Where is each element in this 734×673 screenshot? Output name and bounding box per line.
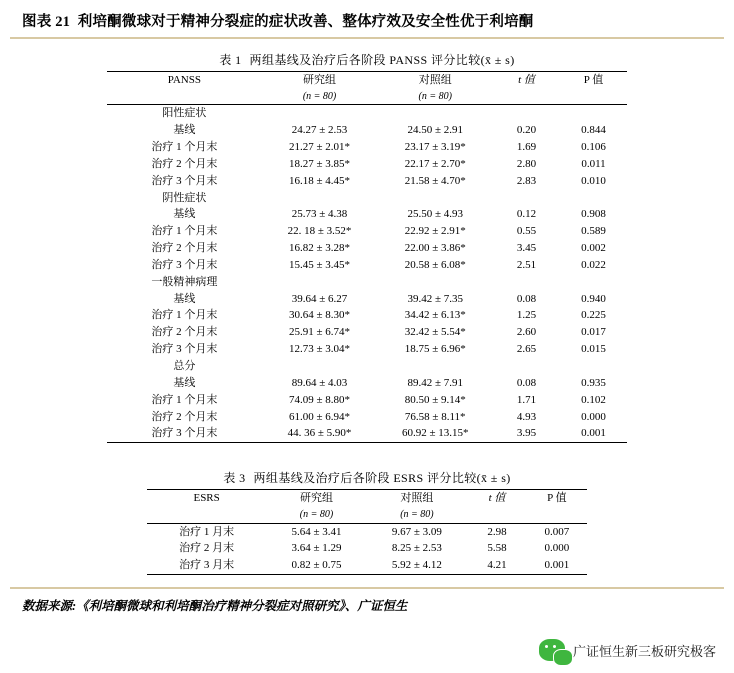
table-row: [107, 307, 627, 324]
row-value: 25.91 ± 6.74*: [289, 326, 351, 339]
table-row: [107, 341, 627, 358]
row-value: 0.08: [516, 292, 537, 305]
esrs-subheader-cell: (n = 80): [266, 507, 366, 523]
esrs-header-cell: 对照组: [367, 490, 467, 507]
panss-header-cell: 研究组: [262, 72, 378, 89]
row-value: 3.45: [516, 242, 537, 255]
row-value: 5.58: [487, 542, 507, 555]
row-value: 22.92 ± 2.91*: [404, 225, 466, 238]
table-row-group: [107, 358, 627, 375]
group-label: 阴性症状: [162, 191, 207, 204]
table-row: [147, 523, 587, 540]
table-row: [107, 156, 627, 173]
figure-label: 图表 21: [22, 14, 71, 30]
row-value: 0.001: [527, 557, 587, 574]
table-row: [107, 409, 627, 426]
row-value: 2.83: [516, 174, 537, 187]
esrs-subheader-cell: [147, 507, 266, 523]
row-label: 治疗 2 个月末: [151, 326, 218, 339]
group-label: 阳性症状: [162, 107, 207, 120]
row-value: 2.65: [516, 343, 537, 356]
row-value: 16.18 ± 4.45*: [289, 174, 351, 187]
row-value: 5.64 ± 3.41: [291, 525, 342, 538]
panss-table-body: [107, 72, 627, 443]
row-value: 4.93: [516, 410, 537, 423]
row-label: 治疗 1 个月末: [151, 393, 218, 406]
row-value: 0.55: [516, 225, 537, 238]
esrs-table-body: [147, 490, 587, 575]
row-value: 0.82 ± 0.75: [266, 557, 366, 574]
row-value: 9.67 ± 3.09: [391, 525, 442, 538]
row-value: 25.50 ± 4.93: [407, 208, 463, 221]
row-value: 0.12: [516, 208, 537, 221]
row-value: 0.225: [581, 309, 606, 322]
row-label: 治疗 2 个月末: [151, 242, 218, 255]
row-value: 0.001: [560, 425, 627, 442]
esrs-header-cell: ESRS: [147, 490, 266, 507]
row-value: 76.58 ± 8.11*: [404, 410, 466, 423]
esrs-subheader-row: [147, 507, 587, 523]
row-label: 治疗 2 个月末: [151, 410, 218, 423]
panss-header-cell: 对照组: [377, 72, 493, 89]
row-value: 0.002: [581, 242, 606, 255]
row-value: 0.106: [581, 141, 606, 154]
esrs-header-cell: 研究组: [266, 490, 366, 507]
group-label: 一般精神病理: [151, 275, 218, 288]
row-label: 治疗 1 个月末: [151, 309, 218, 322]
row-label: 基线: [173, 208, 196, 221]
table-row: [107, 375, 627, 392]
row-label: 基线: [173, 124, 196, 137]
panss-header-row: [107, 72, 627, 89]
table-row: [147, 540, 587, 557]
table-row: [107, 392, 627, 409]
row-label: 治疗 1 月末: [179, 525, 235, 538]
row-value: 0.017: [581, 326, 606, 339]
row-value: 30.64 ± 8.30*: [289, 309, 351, 322]
row-value: 34.42 ± 6.13*: [404, 309, 466, 322]
panss-table: [107, 71, 627, 443]
row-label: 治疗 3 个月末: [151, 258, 218, 271]
row-value: 20.58 ± 6.08*: [404, 258, 466, 271]
row-label: 治疗 1 个月末: [151, 225, 218, 238]
table1-caption: [87, 51, 647, 68]
table3-caption-text: 两组基线及治疗后各阶段 ESRS 评分比较(x̄ ± s): [253, 471, 511, 486]
row-value: 24.50 ± 2.91: [407, 124, 463, 137]
row-value: 21.27 ± 2.01*: [289, 141, 351, 154]
wechat-icon: [539, 639, 565, 661]
panss-header-cell: t 值: [493, 72, 560, 89]
row-value: 0.844: [581, 124, 606, 137]
group-label: 总分: [173, 360, 196, 372]
row-label: 治疗 2 个月末: [151, 157, 218, 170]
table-row: [107, 291, 627, 308]
row-value: 0.935: [581, 376, 606, 389]
row-value: 18.27 ± 3.85*: [289, 157, 351, 170]
table-row-group: [107, 105, 627, 122]
row-value: 12.73 ± 3.04*: [289, 343, 351, 356]
row-value: 80.50 ± 9.14*: [404, 393, 466, 406]
panss-subheader-cell: [560, 89, 627, 105]
row-value: 24.27 ± 2.53: [291, 124, 348, 137]
row-value: 1.69: [516, 141, 537, 154]
row-value: 16.82 ± 3.28*: [289, 242, 351, 255]
table1-caption-text: 两组基线及治疗后各阶段 PANSS 评分比较(x̄ ± s): [249, 53, 515, 67]
row-value: 0.007: [544, 525, 570, 538]
row-value: 2.98: [487, 525, 507, 538]
row-value: 0.015: [581, 343, 606, 356]
row-value: 44. 36 ± 5.90*: [262, 425, 378, 442]
row-label: 治疗 3 月末: [147, 557, 266, 574]
row-value: 3.95: [493, 425, 560, 442]
row-value: 15.45 ± 3.45*: [289, 258, 351, 271]
row-value: 0.010: [581, 174, 606, 187]
row-value: 89.64 ± 4.03: [291, 376, 348, 389]
table-row-group: [107, 274, 627, 291]
row-value: 5.92 ± 4.12: [367, 557, 467, 574]
row-value: 0.08: [516, 376, 537, 389]
row-value: 0.000: [581, 410, 606, 423]
row-value: 61.00 ± 6.94*: [289, 410, 351, 423]
row-value: 18.75 ± 6.96*: [404, 343, 466, 356]
panss-subheader-cell: [107, 89, 262, 105]
row-value: 0.000: [544, 542, 570, 555]
panss-subheader-cell: [493, 89, 560, 105]
row-value: 0.908: [581, 208, 606, 221]
row-value: 23.17 ± 3.19*: [404, 141, 466, 154]
row-value: 1.25: [516, 309, 537, 322]
row-value: 0.589: [581, 225, 606, 238]
row-value: 3.64 ± 1.29: [291, 542, 342, 555]
row-value: 2.80: [516, 157, 537, 170]
table1-caption-label: 表 1: [219, 53, 242, 67]
table-row: [107, 240, 627, 257]
panss-subheader-row: [107, 89, 627, 105]
esrs-header-cell: P 值: [527, 490, 587, 507]
table-row: [107, 425, 627, 442]
esrs-subheader-cell: [467, 507, 527, 523]
row-label: 基线: [173, 376, 196, 389]
footer-bar: [0, 611, 734, 673]
panss-subheader-cell: (n = 80): [262, 89, 378, 105]
table-row: [107, 257, 627, 274]
wechat-account-name: 广证恒生新三板研究极客: [572, 643, 716, 659]
row-value: 22.17 ± 2.70*: [404, 157, 466, 170]
row-value: 0.20: [516, 124, 537, 137]
row-value: 0.102: [581, 393, 606, 406]
row-value: 8.25 ± 2.53: [391, 542, 442, 555]
row-value: 0.022: [581, 258, 606, 271]
table-row: [107, 173, 627, 190]
row-value: 89.42 ± 7.91: [407, 376, 463, 389]
table-row: [107, 139, 627, 156]
esrs-subheader-cell: (n = 80): [367, 507, 467, 523]
table3-caption: [87, 469, 647, 486]
panss-header-cell: PANSS: [107, 72, 262, 89]
table-row: [107, 324, 627, 341]
row-value: 39.42 ± 7.35: [407, 292, 463, 305]
row-value: 0.011: [581, 157, 606, 170]
esrs-table: [147, 489, 587, 575]
esrs-header-cell: t 值: [467, 490, 527, 507]
page-title: [0, 0, 734, 37]
row-label: 治疗 3 个月末: [107, 425, 262, 442]
row-value: 25.73 ± 4.38: [291, 208, 348, 221]
row-value: 32.42 ± 5.54*: [404, 326, 466, 339]
esrs-header-row: [147, 490, 587, 507]
row-value: 21.58 ± 4.70*: [404, 174, 466, 187]
table-row: [107, 206, 627, 223]
title-text: 利培酮微球对于精神分裂症的症状改善、整体疗效及安全性优于利培酮: [77, 14, 534, 30]
table-row: [107, 122, 627, 139]
panss-subheader-cell: (n = 80): [377, 89, 493, 105]
row-label: 治疗 2 月末: [179, 542, 235, 555]
row-value: 39.64 ± 6.27: [291, 292, 348, 305]
row-value: 22. 18 ± 3.52*: [287, 225, 352, 238]
row-label: 治疗 1 个月末: [151, 141, 218, 154]
panss-header-cell: P 值: [560, 72, 627, 89]
row-value: 2.51: [516, 258, 537, 271]
table-row-group: [107, 190, 627, 207]
row-value: 4.21: [467, 557, 527, 574]
row-label: 基线: [173, 292, 196, 305]
table3-caption-label: 表 3: [223, 471, 246, 486]
row-value: 2.60: [516, 326, 537, 339]
row-value: 1.71: [516, 393, 537, 406]
table-row: [147, 557, 587, 574]
row-label: 治疗 3 个月末: [151, 174, 218, 187]
wechat-badge: [539, 639, 716, 661]
row-value: 22.00 ± 3.86*: [404, 242, 466, 255]
esrs-subheader-cell: [527, 507, 587, 523]
table-row: [107, 223, 627, 240]
row-value: 0.940: [581, 292, 606, 305]
row-value: 74.09 ± 8.80*: [289, 393, 351, 406]
row-value: 60.92 ± 13.15*: [377, 425, 493, 442]
source-note: 数据来源:《利培酮微球和利培酮治疗精神分裂症对照研究》、广证恒生: [22, 599, 408, 614]
figure-image-area: [87, 39, 647, 579]
row-label: 治疗 3 个月末: [151, 343, 218, 356]
